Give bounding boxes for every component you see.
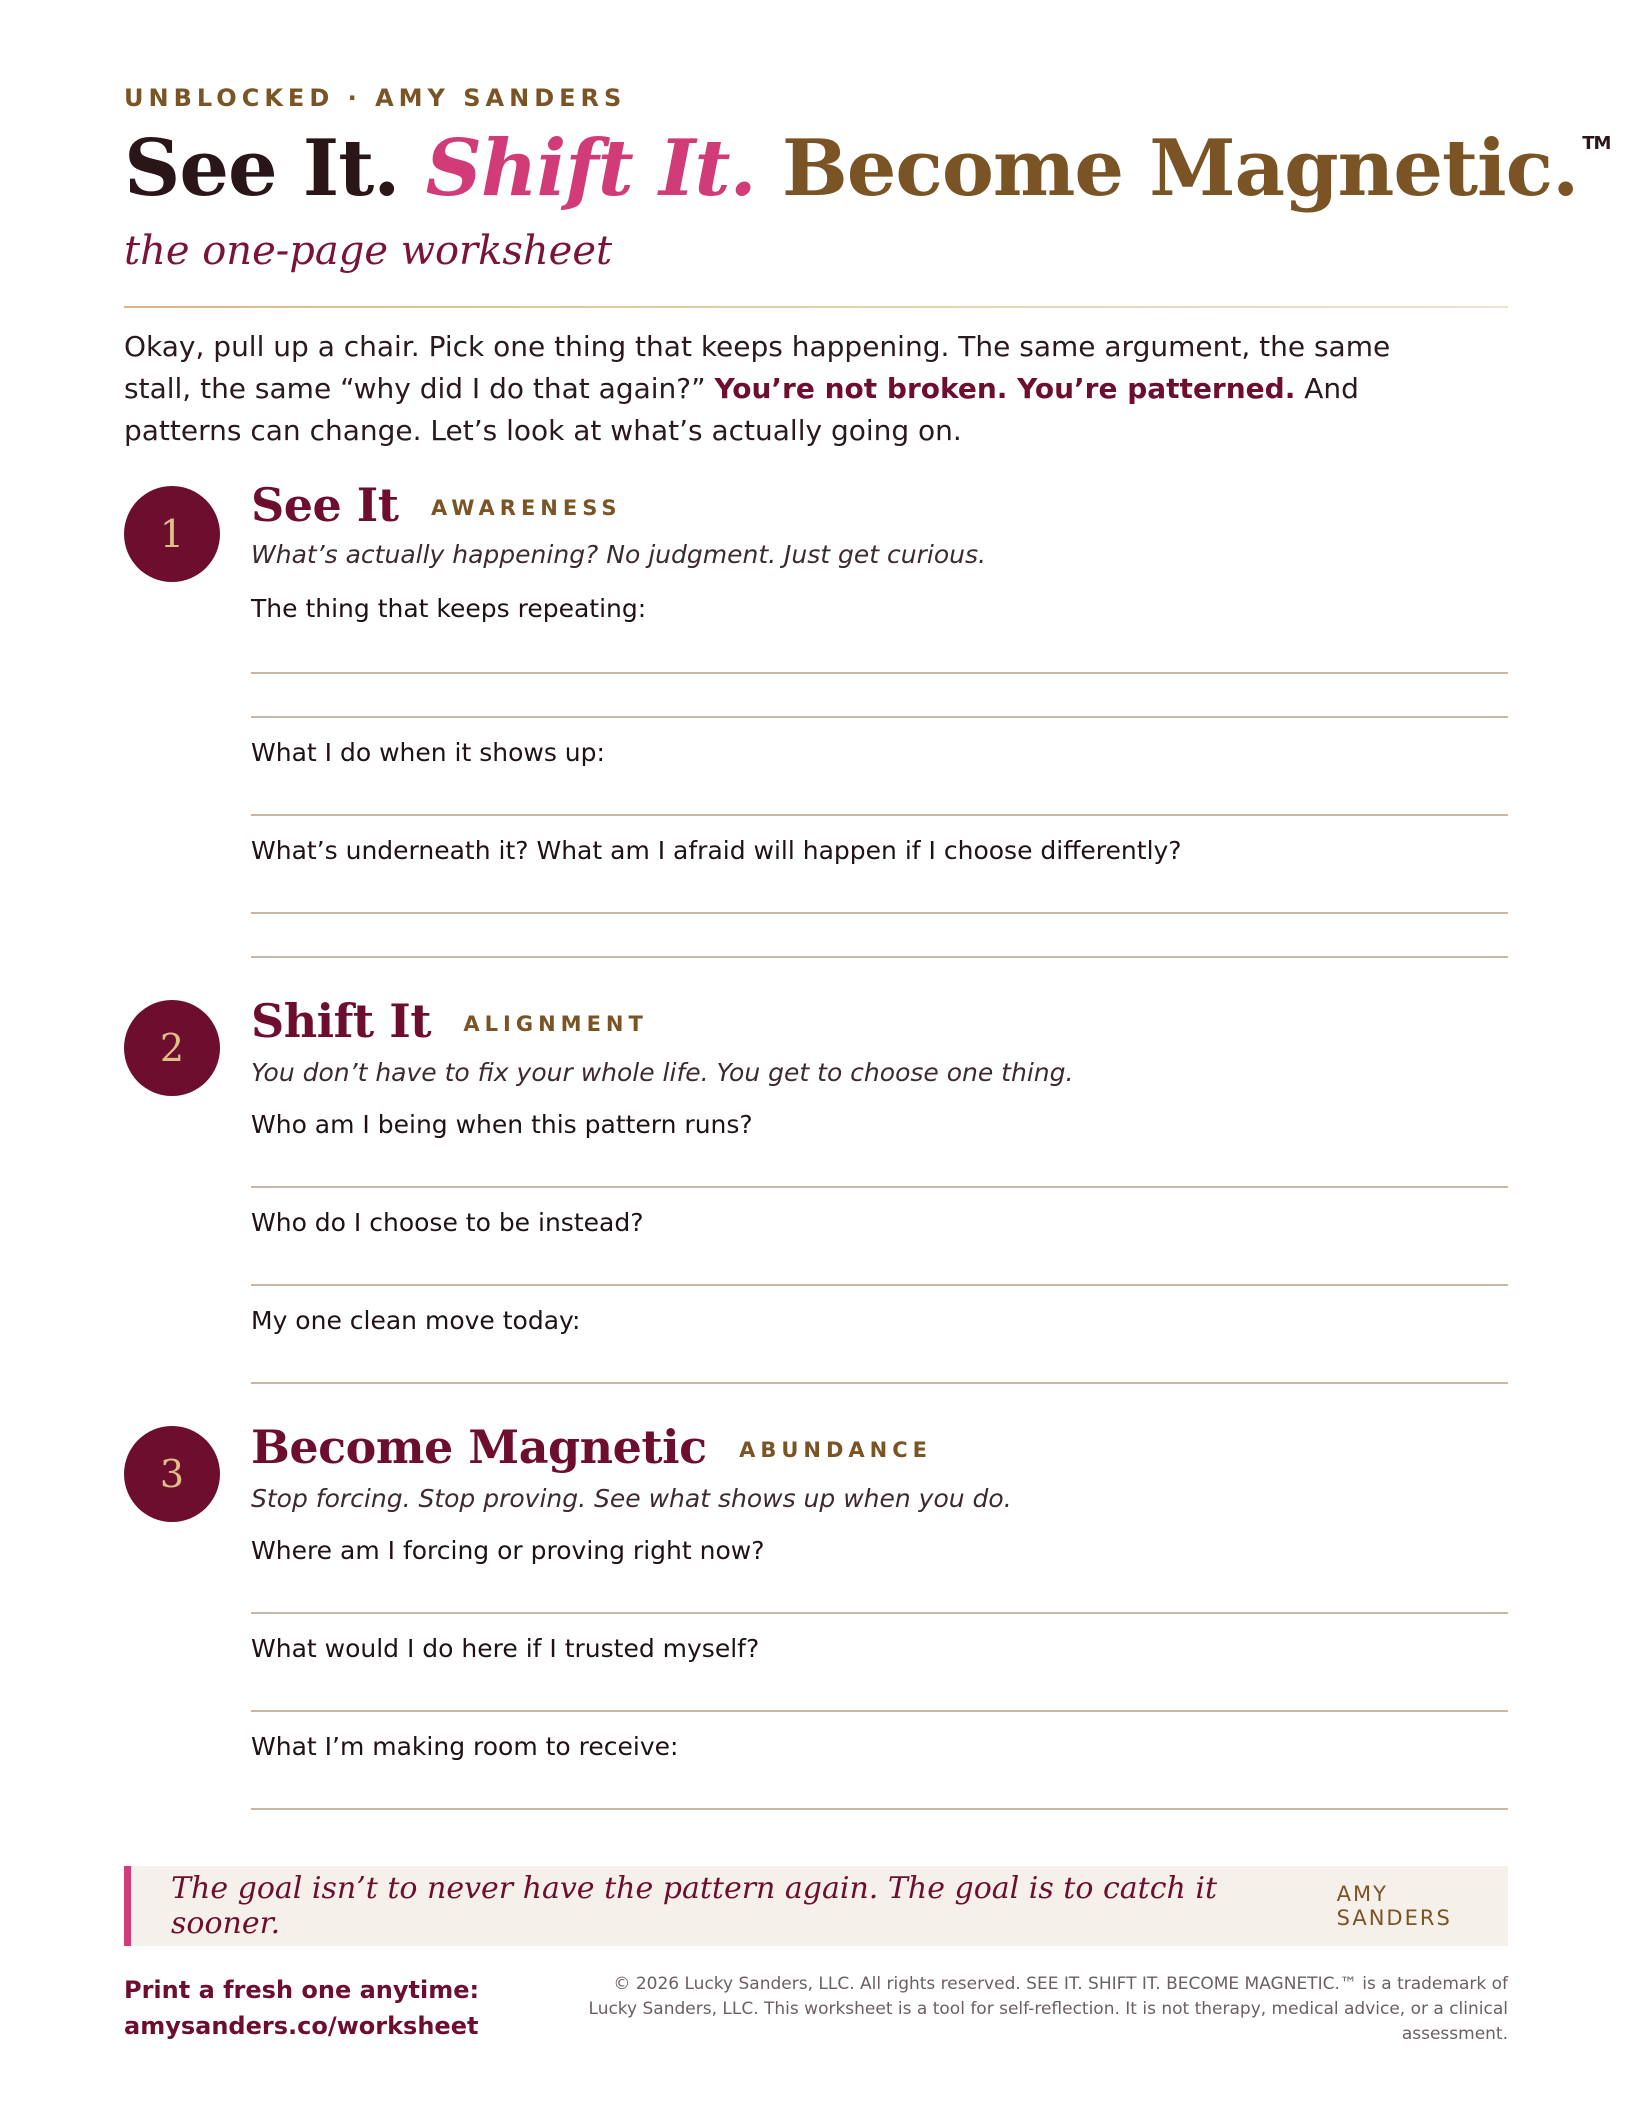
section-heading [251, 1420, 932, 1474]
section-number-badge: 3 [124, 1426, 220, 1522]
header-divider [124, 306, 1508, 308]
section-subtitle: You don’t have to fix your whole life. You get to choose one thing. [251, 1058, 1074, 1087]
question-prompt: My one clean move today: [251, 1306, 581, 1335]
answer-line[interactable] [251, 956, 1508, 958]
print-label: Print a fresh one anytime: [124, 1976, 480, 2004]
section-title: See It [251, 478, 399, 532]
question-prompt: Who do I choose to be instead? [251, 1208, 644, 1237]
answer-line[interactable] [251, 716, 1508, 718]
answer-line[interactable] [251, 672, 1508, 674]
intro-paragraph [124, 326, 1424, 452]
question-prompt: What’s underneath it? What am I afraid will happen if I choose differently? [251, 836, 1182, 865]
page-title [124, 123, 1611, 214]
intro-emphasis: You’re not broken. You’re patterned. [714, 372, 1296, 405]
intro-text-start: Okay, pull up a chair. Pick one thing that keeps happening. The same argument, the same stall, the same “why did I do that again?” [124, 330, 1391, 405]
title-shift-it: Shift It. [425, 123, 756, 214]
answer-line[interactable] [251, 912, 1508, 914]
intro-text-end: And patterns can change. Let’s look at what’s actually going on. [124, 372, 1359, 447]
section-tag: ABUNDANCE [739, 1438, 932, 1462]
question-prompt: What would I do here if I trusted myself? [251, 1634, 760, 1663]
answer-line[interactable] [251, 814, 1508, 816]
worksheet-link[interactable]: amysanders.co/worksheet [124, 2012, 479, 2040]
question-prompt: Where am I forcing or proving right now? [251, 1536, 765, 1565]
section-number-badge: 1 [124, 486, 220, 582]
section-subtitle: Stop forcing. Stop proving. See what shows up when you do. [251, 1484, 1012, 1513]
answer-line[interactable] [251, 1186, 1508, 1188]
section-title: Shift It [251, 994, 431, 1048]
quote-text: The goal isn’t to never have the pattern again. The goal is to catch it sooner. [171, 1871, 1218, 1941]
section-number-badge: 2 [124, 1000, 220, 1096]
question-prompt: Who am I being when this pattern runs? [251, 1110, 753, 1139]
section-subtitle: What’s actually happening? No judgment. Just get curious. [251, 540, 986, 569]
answer-line[interactable] [251, 1284, 1508, 1286]
question-prompt: What I do when it shows up: [251, 738, 605, 767]
worksheet-page [124, 0, 1611, 2112]
section-tag: ALIGNMENT [463, 1012, 648, 1036]
section-title: Become Magnetic [251, 1420, 707, 1474]
brand-header: UNBLOCKED · AMY SANDERS [124, 84, 627, 112]
title-become-magnetic: Become Magnetic. [781, 123, 1579, 214]
section-heading [251, 478, 622, 532]
legal-notice: © 2026 Lucky Sanders, LLC. All rights reserved. SEE IT. SHIFT IT. BECOME MAGNETIC.™ is a trademark of Lucky Sanders, LLC. This worksheet is a tool for self-reflection. It is not therapy, medical advice, or a clinical assessment. [588, 1974, 1508, 2044]
quote-callout [124, 1866, 1508, 1946]
page-subtitle: the one-page worksheet [124, 228, 613, 274]
answer-line[interactable] [251, 1612, 1508, 1614]
question-prompt: The thing that keeps repeating: [251, 594, 647, 623]
question-prompt: What I’m making room to receive: [251, 1732, 679, 1761]
answer-line[interactable] [251, 1710, 1508, 1712]
answer-line[interactable] [251, 1382, 1508, 1384]
quote-author: AMY SANDERS [1336, 1882, 1452, 1930]
section-tag: AWARENESS [431, 496, 622, 520]
trademark-mark: TM [1582, 133, 1611, 154]
answer-line[interactable] [251, 1808, 1508, 1810]
title-see-it: See It. [124, 123, 400, 214]
section-heading [251, 994, 648, 1048]
